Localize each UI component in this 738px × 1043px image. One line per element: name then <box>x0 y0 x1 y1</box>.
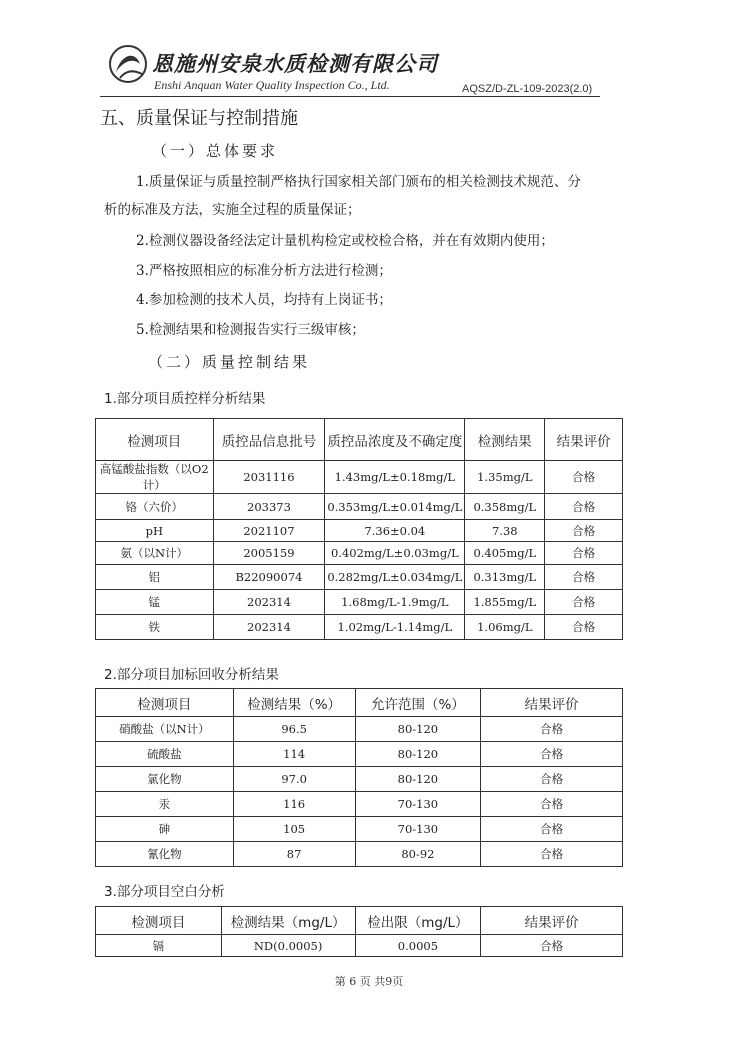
table-row <box>96 767 623 792</box>
table-header-row <box>96 689 623 717</box>
table-row <box>96 461 623 494</box>
table-cell: 合格 <box>545 542 623 565</box>
table-cell: 116 <box>233 792 355 817</box>
table-cell: 镉 <box>96 935 222 957</box>
company-name-en: Enshi Anquan Water Quality Inspection Co., Ltd. <box>154 78 390 92</box>
letterhead <box>100 38 630 100</box>
table-cell: 0.405mg/L <box>465 542 545 565</box>
table-cell: 高锰酸盐指数（以O2计） <box>96 461 214 494</box>
table-cell: 96.5 <box>233 717 355 742</box>
table-header-cell: 结果评价 <box>545 419 623 461</box>
table-cell: 114 <box>233 742 355 767</box>
table-cell: 合格 <box>481 742 623 767</box>
table-cell: 合格 <box>545 565 623 590</box>
table-cell: 0.282mg/L±0.034mg/L <box>325 565 465 590</box>
table-cell: 合格 <box>481 817 623 842</box>
table3-caption: 3.部分项目空白分析 <box>104 884 225 900</box>
table-cell: 0.358mg/L <box>465 494 545 520</box>
table-cell: 202314 <box>213 615 325 640</box>
requirement-1a: 1.质量保证与质量控制严格执行国家相关部门颁布的相关检测技术规范、分 <box>136 174 581 190</box>
table-cell: 203373 <box>213 494 325 520</box>
table-row <box>96 817 623 842</box>
table-header-cell: 检测项目 <box>96 689 234 717</box>
table2-caption: 2.部分项目加标回收分析结果 <box>104 667 279 683</box>
table-cell: 2031116 <box>213 461 325 494</box>
table-header-cell: 检测结果（mg/L） <box>221 907 355 935</box>
requirement-2: 2.检测仪器设备经法定计量机构检定或校检合格，并在有效期内使用； <box>136 233 554 249</box>
company-name-cn: 恩施州安泉水质检测有限公司 <box>152 51 438 76</box>
table-cell: 1.02mg/L-1.14mg/L <box>325 615 465 640</box>
table-header-row <box>96 419 623 461</box>
table-cell: 合格 <box>481 842 623 867</box>
table-cell: 合格 <box>481 717 623 742</box>
table-header-cell: 检测项目 <box>96 419 214 461</box>
table-header-cell: 质控品浓度及不确定度 <box>325 419 465 461</box>
table-row <box>96 590 623 615</box>
table-header-cell: 检出限（mg/L） <box>355 907 481 935</box>
header-divider <box>100 96 600 97</box>
table-row <box>96 792 623 817</box>
table-cell: ND(0.0005) <box>221 935 355 957</box>
table-cell: 硫酸盐 <box>96 742 234 767</box>
table-header-row <box>96 907 623 935</box>
table-cell: 汞 <box>96 792 234 817</box>
table-cell: 氯化物 <box>96 767 234 792</box>
table-cell: 202314 <box>213 590 325 615</box>
subsection-qc-results: （二）质量控制结果 <box>148 353 311 371</box>
table-cell: 105 <box>233 817 355 842</box>
table-header-cell: 结果评价 <box>481 689 623 717</box>
company-logo-icon <box>108 42 148 88</box>
table-cell: 1.855mg/L <box>465 590 545 615</box>
table-cell: 87 <box>233 842 355 867</box>
table-row <box>96 717 623 742</box>
table-cell: 2021107 <box>213 520 325 542</box>
table-cell: 0.353mg/L±0.014mg/L <box>325 494 465 520</box>
table-row <box>96 742 623 767</box>
table-cell: 80-120 <box>355 742 481 767</box>
table-header-cell: 检测项目 <box>96 907 222 935</box>
table-cell: 合格 <box>545 520 623 542</box>
table-row <box>96 935 623 957</box>
table-cell: 氰化物 <box>96 842 234 867</box>
page-footer: 第 6 页 共9页 <box>334 975 404 988</box>
table-cell: 80-92 <box>355 842 481 867</box>
table-cell: 铝 <box>96 565 214 590</box>
table-header-cell: 检测结果（%） <box>233 689 355 717</box>
table-cell: 0.313mg/L <box>465 565 545 590</box>
table-cell: 氨（以N计） <box>96 542 214 565</box>
table-row <box>96 542 623 565</box>
requirement-5: 5.检测结果和检测报告实行三级审核； <box>136 322 365 338</box>
table-header-cell: 允许范围（%） <box>355 689 481 717</box>
table-cell: 97.0 <box>233 767 355 792</box>
spike-recovery-table <box>95 688 623 867</box>
table-cell: 合格 <box>545 590 623 615</box>
table-cell: 合格 <box>481 935 623 957</box>
table-cell: 7.36±0.04 <box>325 520 465 542</box>
table-cell: 合格 <box>545 461 623 494</box>
table-cell: 70-130 <box>355 792 481 817</box>
requirement-4: 4.参加检测的技术人员，均持有上岗证书； <box>136 292 392 308</box>
requirement-1b: 析的标准及方法，实施全过程的质量保证； <box>104 202 361 218</box>
qc-sample-table <box>95 418 623 640</box>
subsection-general: （一）总体要求 <box>152 142 279 160</box>
table-cell: 铬（六价） <box>96 494 214 520</box>
table-cell: 合格 <box>545 615 623 640</box>
table-cell: 1.43mg/L±0.18mg/L <box>325 461 465 494</box>
table-row <box>96 520 623 542</box>
table-header-cell: 结果评价 <box>481 907 623 935</box>
table-cell: 合格 <box>481 792 623 817</box>
table-cell: 铁 <box>96 615 214 640</box>
section-title: 五、质量保证与控制措施 <box>100 108 298 129</box>
table-cell: 1.06mg/L <box>465 615 545 640</box>
table-cell: 1.68mg/L-1.9mg/L <box>325 590 465 615</box>
table-row <box>96 565 623 590</box>
table-cell: B22090074 <box>213 565 325 590</box>
requirement-3: 3.严格按照相应的标准分析方法进行检测； <box>136 263 392 279</box>
table-cell: 80-120 <box>355 767 481 792</box>
table-cell: 锰 <box>96 590 214 615</box>
table-row <box>96 494 623 520</box>
table-cell: 2005159 <box>213 542 325 565</box>
document-number: AQSZ/D-ZL-109-2023(2.0) <box>462 83 593 95</box>
table-header-cell: 检测结果 <box>465 419 545 461</box>
table-cell: 硝酸盐（以N计） <box>96 717 234 742</box>
table-cell: 7.38 <box>465 520 545 542</box>
table-cell: 0.0005 <box>355 935 481 957</box>
table-cell: 0.402mg/L±0.03mg/L <box>325 542 465 565</box>
table-cell: pH <box>96 520 214 542</box>
table-header-cell: 质控品信息批号 <box>213 419 325 461</box>
table-cell: 合格 <box>481 767 623 792</box>
table-cell: 70-130 <box>355 817 481 842</box>
table-row <box>96 615 623 640</box>
blank-analysis-table <box>95 906 623 957</box>
table-row <box>96 842 623 867</box>
table-cell: 80-120 <box>355 717 481 742</box>
table-cell: 1.35mg/L <box>465 461 545 494</box>
table-cell: 砷 <box>96 817 234 842</box>
table-cell: 合格 <box>545 494 623 520</box>
table1-caption: 1.部分项目质控样分析结果 <box>104 391 266 407</box>
